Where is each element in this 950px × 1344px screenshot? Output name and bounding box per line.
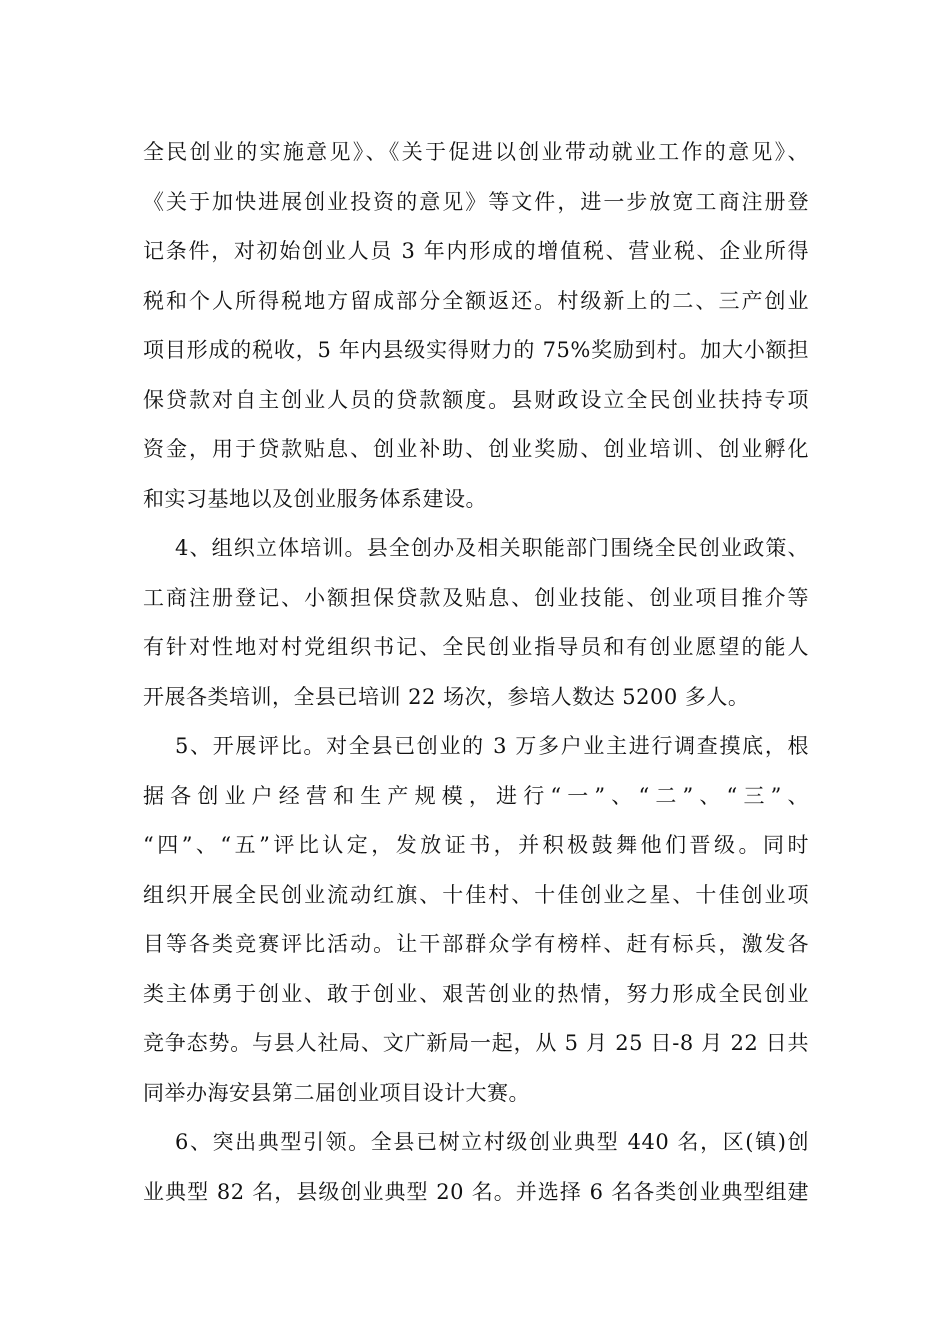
text-line: “四”、“五”评比认定，发放证书，并积极鼓舞他们晋级。同时	[143, 833, 809, 857]
text-line: 竞争态势。与县人社局、文广新局一起，从 5 月 25 日-8 月 22 日共	[143, 1031, 809, 1055]
text-line: 资金，用于贷款贴息、创业补助、创业奖励、创业培训、创业孵化	[143, 437, 809, 461]
text-line: 工商注册登记、小额担保贷款及贴息、创业技能、创业项目推介等	[143, 585, 809, 610]
text-line: 据各创业户经营和生产规模，进行“一”、“二”、“三”、	[143, 783, 809, 808]
document-body	[143, 128, 809, 1217]
text-line: 5、开展评比。对全县已创业的 3 万多户业主进行调查摸底，根	[175, 734, 809, 758]
text-line: 记条件，对初始创业人员 3 年内形成的增值税、营业税、企业所得	[143, 239, 809, 263]
text-line: 和实习基地以及创业服务体系建设。	[143, 486, 487, 511]
paragraph-evaluation	[143, 722, 809, 1118]
text-line: 目等各类竞赛评比活动。让干部群众学有榜样、赶有标兵，激发各	[143, 932, 809, 956]
text-line: 全民创业的实施意见》、《关于促进以创业带动就业工作的意见》、	[143, 140, 809, 164]
text-line: 6、突出典型引领。全县已树立村级创业典型 440 名，区(镇)创	[175, 1130, 809, 1154]
text-line: 业典型 82 名，县级创业典型 20 名。并选择 6 名各类创业典型组建	[143, 1179, 809, 1204]
text-line: 税和个人所得税地方留成部分全额返还。村级新上的二、三产创业	[143, 288, 809, 313]
text-line: 项目形成的税收，5 年内县级实得财力的 75%奖励到村。加大小额担	[143, 338, 809, 362]
text-line: 有针对性地对村党组织书记、全民创业指导员和有创业愿望的能人	[143, 635, 809, 659]
text-line: 组织开展全民创业流动红旗、十佳村、十佳创业之星、十佳创业项	[143, 882, 809, 907]
paragraph-policy-measures	[143, 128, 809, 524]
text-line: 类主体勇于创业、敢于创业、艰苦创业的热情，努力形成全民创业	[143, 981, 809, 1006]
text-line: 同举办海安县第二届创业项目设计大赛。	[143, 1080, 530, 1105]
paragraph-role-models	[143, 1118, 809, 1217]
paragraph-training	[143, 524, 809, 722]
text-line: 保贷款对自主创业人员的贷款额度。县财政设立全民创业扶持专项	[143, 387, 809, 412]
text-line: 开展各类培训，全县已培训 22 场次，参培人数达 5200 多人。	[143, 684, 750, 709]
text-line: 《关于加快进展创业投资的意见》等文件，进一步放宽工商注册登	[143, 189, 809, 214]
text-line: 4、组织立体培训。县全创办及相关职能部门围绕全民创业政策、	[175, 536, 809, 560]
